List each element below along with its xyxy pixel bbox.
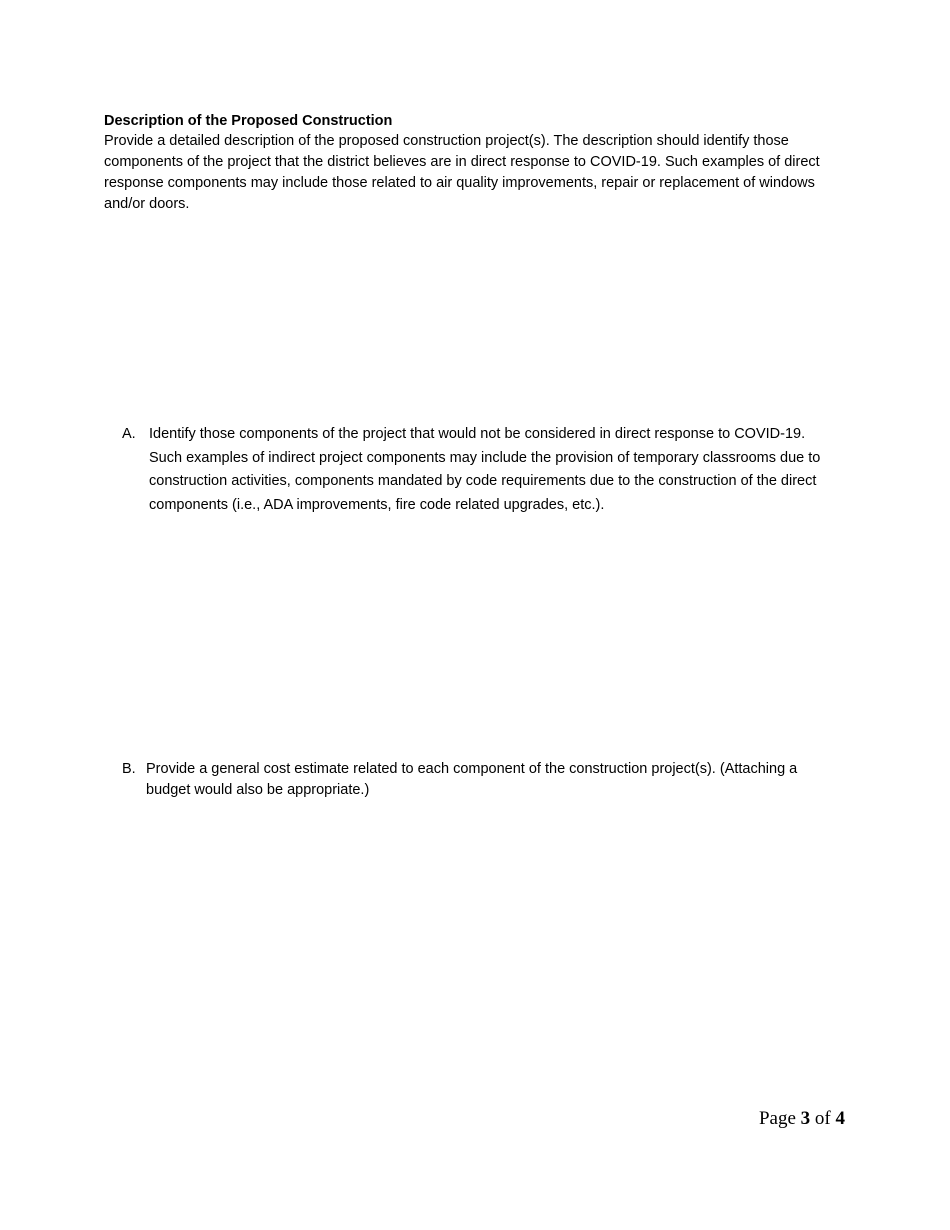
list-item-b (122, 759, 842, 801)
section-instructions: Provide a detailed description of the proposed construction project(s). The description should identify those components of the project that the district believes are in direct response to COVID-19. Such examples of direct response components may include those related to air quality improvements, repair or replacement of windows and/or doors. (104, 133, 820, 212)
page-word: Page (758, 1108, 796, 1129)
list-marker-b: B. (122, 761, 136, 777)
section-heading: Description of the Proposed Construction (104, 113, 393, 129)
of-word: of (814, 1108, 831, 1129)
list-marker-a: A. (122, 426, 136, 442)
page-number-footer (759, 1107, 845, 1131)
list-item-a (122, 423, 842, 517)
total-pages-number: 4 (835, 1108, 845, 1129)
list-item-a-text: Identify those components of the project that would not be considered in direct response to COVID-19. Such examples of indirect project components may include the provision of temporary classrooms due to construction activities, components mandated by code requirements due to the construction of the direct components (i.e., ADA improvements, fire code related upgrades, etc.). (149, 426, 821, 513)
list-item-b-text: Provide a general cost estimate related to each component of the construction project(s). (Attaching a budget would also be appropriate.) (146, 761, 798, 798)
current-page-number: 3 (800, 1108, 811, 1129)
